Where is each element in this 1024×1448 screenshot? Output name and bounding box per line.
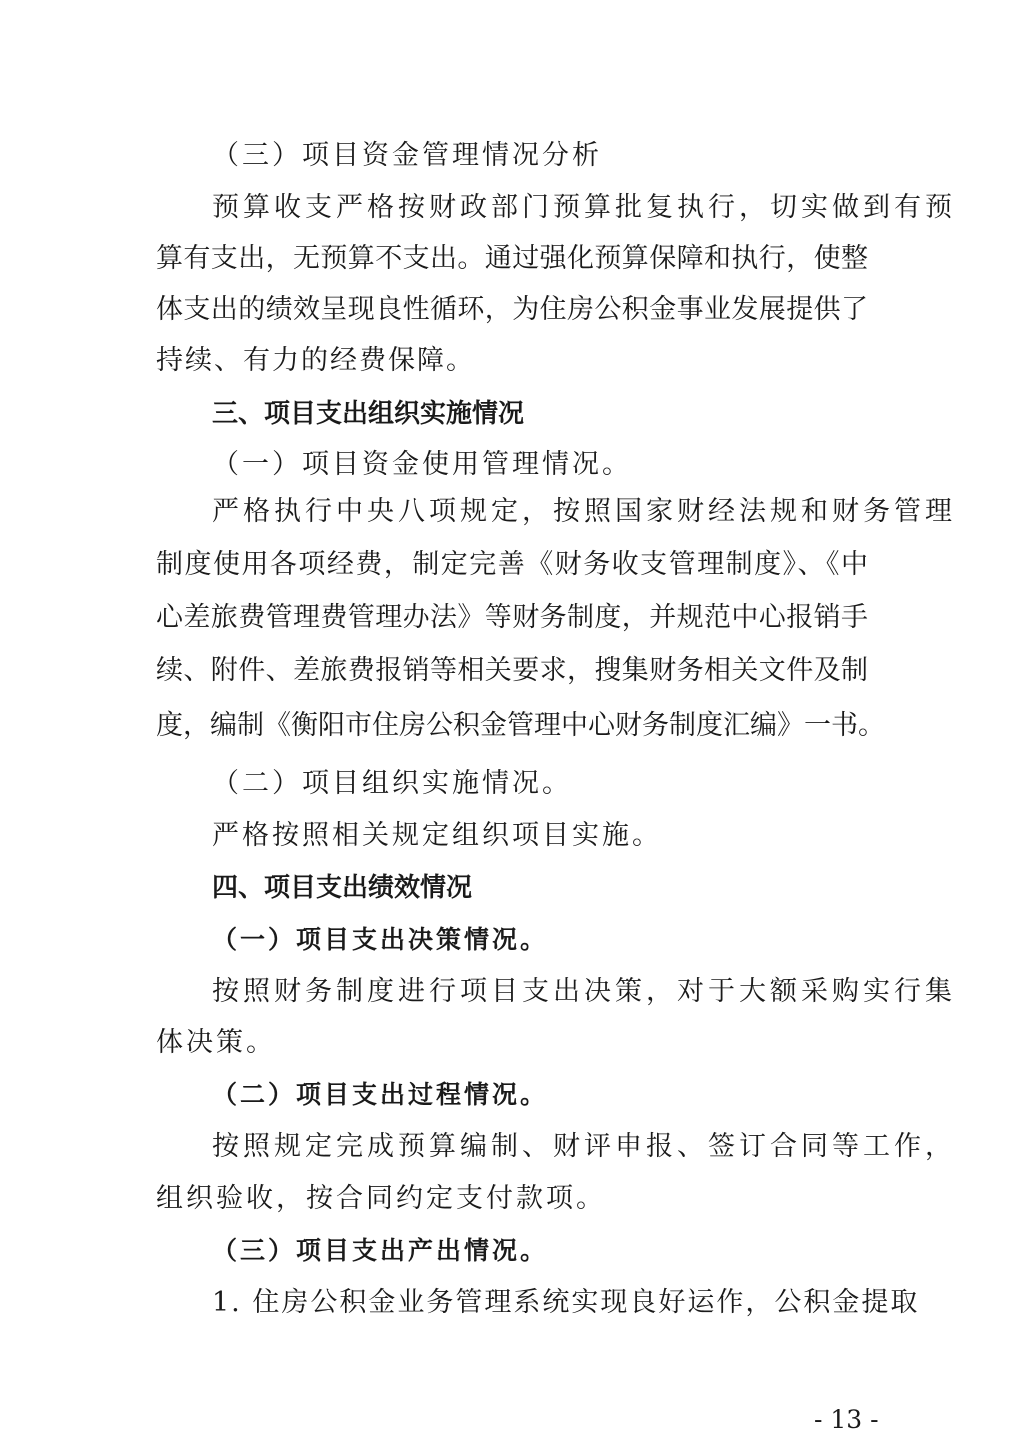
section-heading: 三、项目支出组织实施情况 — [212, 399, 525, 429]
subsection-heading: （三）项目资金管理情况分析 — [212, 140, 602, 171]
paragraph-line: 持续、有力的经费保障。 — [156, 345, 475, 376]
subsection-heading: （三）项目支出产出情况。 — [212, 1236, 549, 1265]
paragraph-line: 严格执行中央八项规定，按照国家财经法规和财务管理 — [212, 496, 956, 527]
paragraph-line: 续、附件、差旅费报销等相关要求，搜集财务相关文件及制 — [156, 655, 868, 686]
paragraph-line: 制度使用各项经费，制定完善《财务收支管理制度》、《中 — [156, 549, 868, 580]
paragraph-line: 体支出的绩效呈现良性循环，为住房公积金事业发展提供了 — [156, 294, 868, 325]
subsection-heading: （二）项目组织实施情况。 — [212, 768, 572, 799]
paragraph-line: 预算收支严格按财政部门预算批复执行，切实做到有预 — [212, 192, 956, 223]
paragraph-line: 1. 住房公积金业务管理系统实现良好运作，公积金提取 — [212, 1287, 920, 1318]
subsection-heading: （二）项目支出过程情况。 — [212, 1080, 549, 1109]
page-number: - 13 - — [814, 1405, 879, 1434]
paragraph-line: 算有支出，无预算不支出。通过强化预算保障和执行，使整 — [156, 243, 868, 274]
paragraph-line: 严格按照相关规定组织项目实施。 — [212, 820, 662, 851]
paragraph-line: 度，编制《衡阳市住房公积金管理中心财务制度汇编》一书。 — [156, 710, 885, 741]
paragraph-line: 体决策。 — [156, 1027, 276, 1058]
subsection-heading: （一）项目资金使用管理情况。 — [212, 449, 632, 480]
paragraph-line: 心差旅费管理费管理办法》等财务制度，并规范中心报销手 — [156, 602, 868, 633]
section-heading: 四、项目支出绩效情况 — [212, 873, 473, 903]
paragraph-line: 组织验收，按合同约定支付款项。 — [156, 1183, 606, 1214]
subsection-heading: （一）项目支出决策情况。 — [212, 925, 549, 954]
paragraph-line: 按照规定完成预算编制、财评申报、签订合同等工作， — [212, 1131, 956, 1162]
paragraph-line: 按照财务制度进行项目支出决策，对于大额采购实行集 — [212, 976, 956, 1007]
